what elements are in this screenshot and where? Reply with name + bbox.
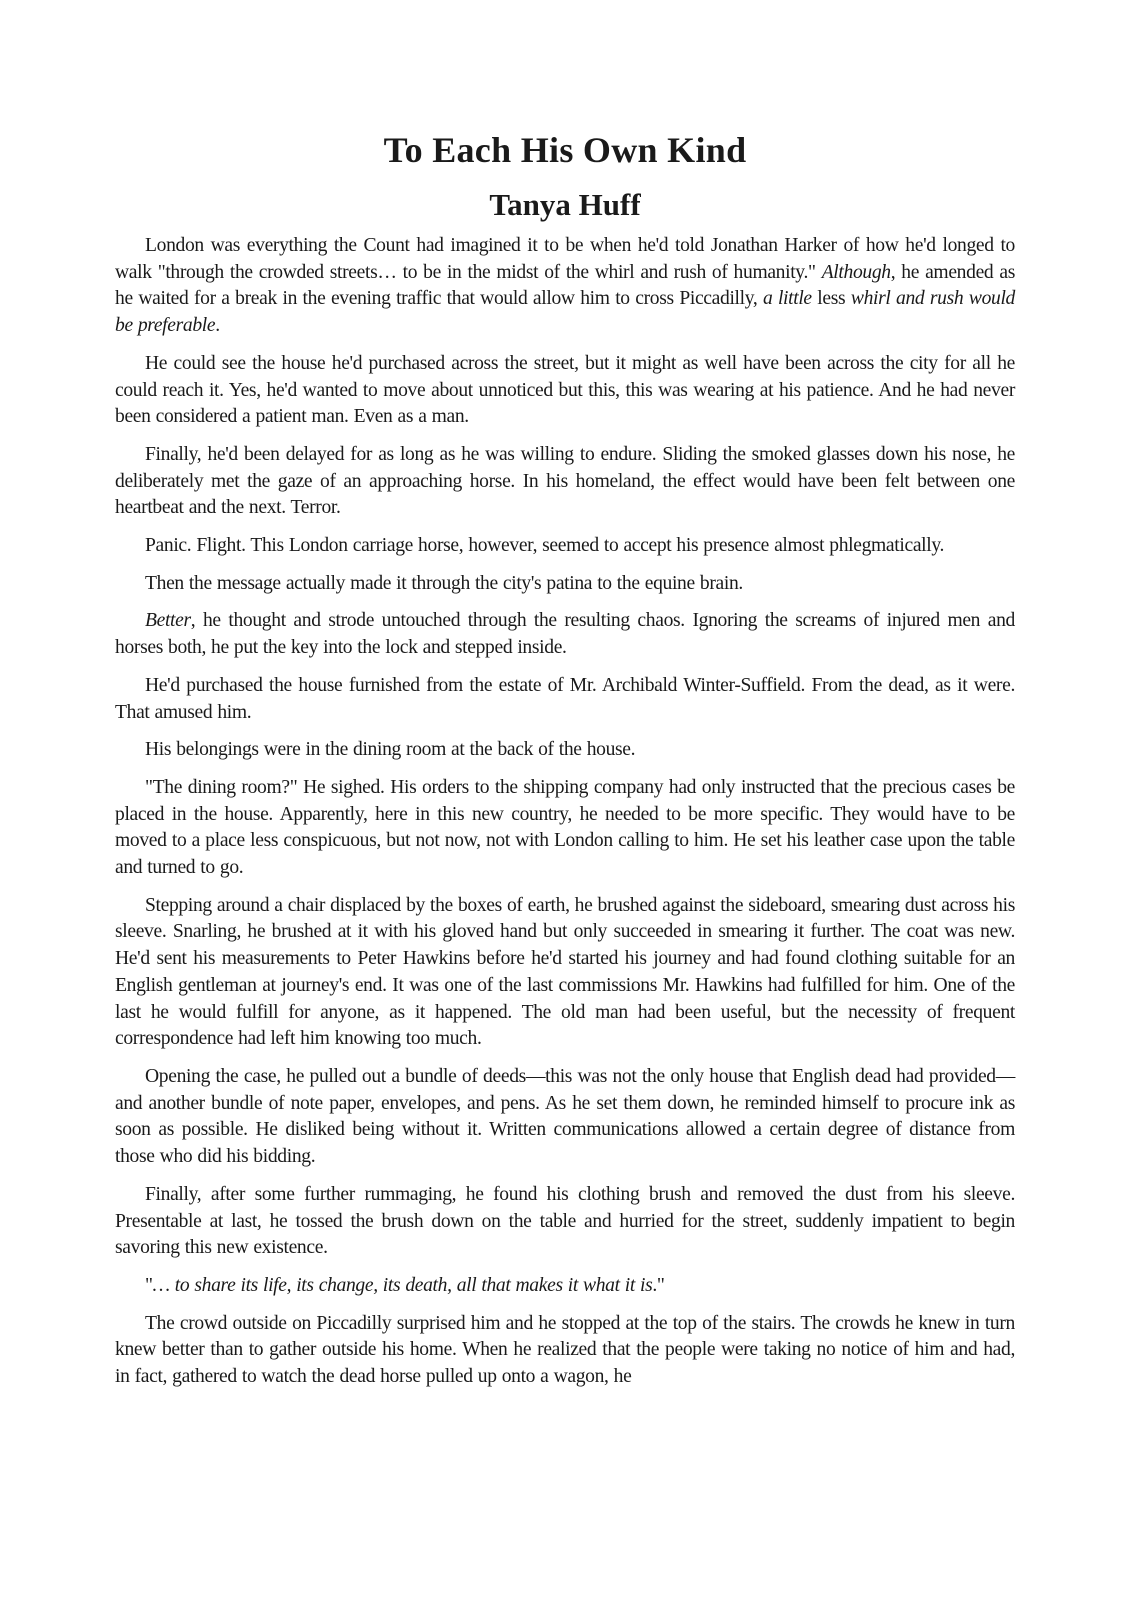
text-run: Panic. Flight. This London carriage horse, however, seemed to accept his presence almost phlegmatically.: [145, 535, 945, 557]
story-author: Tanya Huff: [489, 187, 641, 222]
text-run: The crowd outside on Piccadilly surprised him and he stopped at the top of the stairs. The crowds he knew in turn knew better than to gather outside his home. When he realized that the people were taking no notice of him and had, in fact, gathered to watch the dead horse pulled up onto a wagon, he: [115, 1312, 1015, 1388]
text-run: He could see the house he'd purchased across the street, but it might as well have been across the city for all he could reach it. Yes, he'd wanted to move about unnoticed but this, this was wearing at his patience. And he had never been considered a patient man. Even as a man.: [115, 352, 1015, 428]
text-run: His belongings were in the dining room at the back of the house.: [145, 739, 636, 761]
text-run: He'd purchased the house furnished from the estate of Mr. Archibald Winter-Suffield. From the dead, as it were. That amused him.: [115, 674, 1015, 723]
text-run: , he amended as he waited for a break in the evening traffic that would allow him to cross Piccadilly,: [115, 261, 1015, 310]
story-body: [115, 233, 1015, 1391]
story-paragraph: [115, 1064, 1015, 1171]
text-run: Then the message actually made it through the city's patina to the equine brain.: [145, 572, 743, 594]
text-run: London was everything the Count had imagined it to be when he'd told Jonathan Harker of how he'd longed to walk "through the crowded streets… to be in the midst of the whirl and rush of humanity.": [115, 235, 1015, 283]
text-run: Opening the case, he pulled out a bundle of deeds—this was not the only house that English dead had provided—and another bundle of note paper, envelopes, and pens. As he set them down, he reminded himself to procure ink as soon as possible. He disliked being without it. Written communications allowed a certain degree of distance from those who did his bidding.: [115, 1065, 1015, 1168]
italic-text-run: a little: [762, 288, 812, 310]
story-paragraph: [115, 1273, 1015, 1300]
text-run: .: [215, 315, 220, 337]
text-run: , he thought and strode untouched through the resulting chaos. Ignoring the screams of injured men and horses both, he put the key into the lock and stepped inside.: [115, 610, 1015, 659]
text-run: Stepping around a chair displaced by the boxes of earth, he brushed against the sideboard, smearing dust across his sleeve. Snarling, he brushed at it with his gloved hand but only succeeded in smearing it further. The coat was new. He'd sent his measurements to Peter Hawkins before he'd started his journey and had found clothing suitable for an English gentleman at journey's end. It was one of the last commissions Mr. Hawkins had fulfilled for him. One of the last he would fulfill for anyone, as it happened. The old man had been useful, but the necessity of frequent correspondence had left him knowing too much.: [115, 894, 1015, 1050]
story-paragraph: [115, 608, 1015, 661]
document-page: [115, 0, 1015, 1402]
story-paragraph: [115, 351, 1015, 431]
story-title: To Each His Own Kind: [383, 130, 747, 170]
text-run: ": [145, 1274, 153, 1296]
story-paragraph: [115, 571, 1015, 598]
story-paragraph: [115, 533, 1015, 560]
text-run: Finally, after some further rummaging, he found his clothing brush and removed the dust from his sleeve. Presentable at last, he tossed the brush down on the table and hurried for the street, suddenly impatient to begin savoring this new existence.: [115, 1183, 1015, 1259]
story-paragraph: [115, 673, 1015, 726]
story-paragraph: [115, 775, 1015, 882]
italic-text-run: Better: [145, 610, 191, 632]
text-run: less: [811, 288, 851, 310]
story-paragraph: [115, 1182, 1015, 1262]
story-paragraph: [115, 442, 1015, 522]
story-paragraph: [115, 737, 1015, 764]
italic-text-run: … to share its life, its change, its death, all that makes it what it is: [152, 1274, 653, 1296]
story-paragraph: [115, 893, 1015, 1053]
text-run: .": [652, 1274, 665, 1296]
story-paragraph: [115, 1311, 1015, 1391]
story-paragraph: [115, 233, 1015, 340]
italic-text-run: Although: [821, 261, 891, 283]
italic-text-run: whirl and rush would be preferable: [115, 288, 1016, 337]
text-run: Finally, he'd been delayed for as long as he was willing to endure. Sliding the smoked glasses down his nose, he deliberately met the gaze of an approaching horse. In his homeland, the effect would have been felt between one heartbeat and the next. Terror.: [115, 443, 1015, 519]
text-run: "The dining room?" He sighed. His orders to the shipping company had only instructed that the precious cases be placed in the house. Apparently, here in this new country, he needed to be more specific. They would have to be moved to a place less conspicuous, but not now, not with London calling to him. He set his leather case upon the table and turned to go.: [115, 776, 1015, 879]
